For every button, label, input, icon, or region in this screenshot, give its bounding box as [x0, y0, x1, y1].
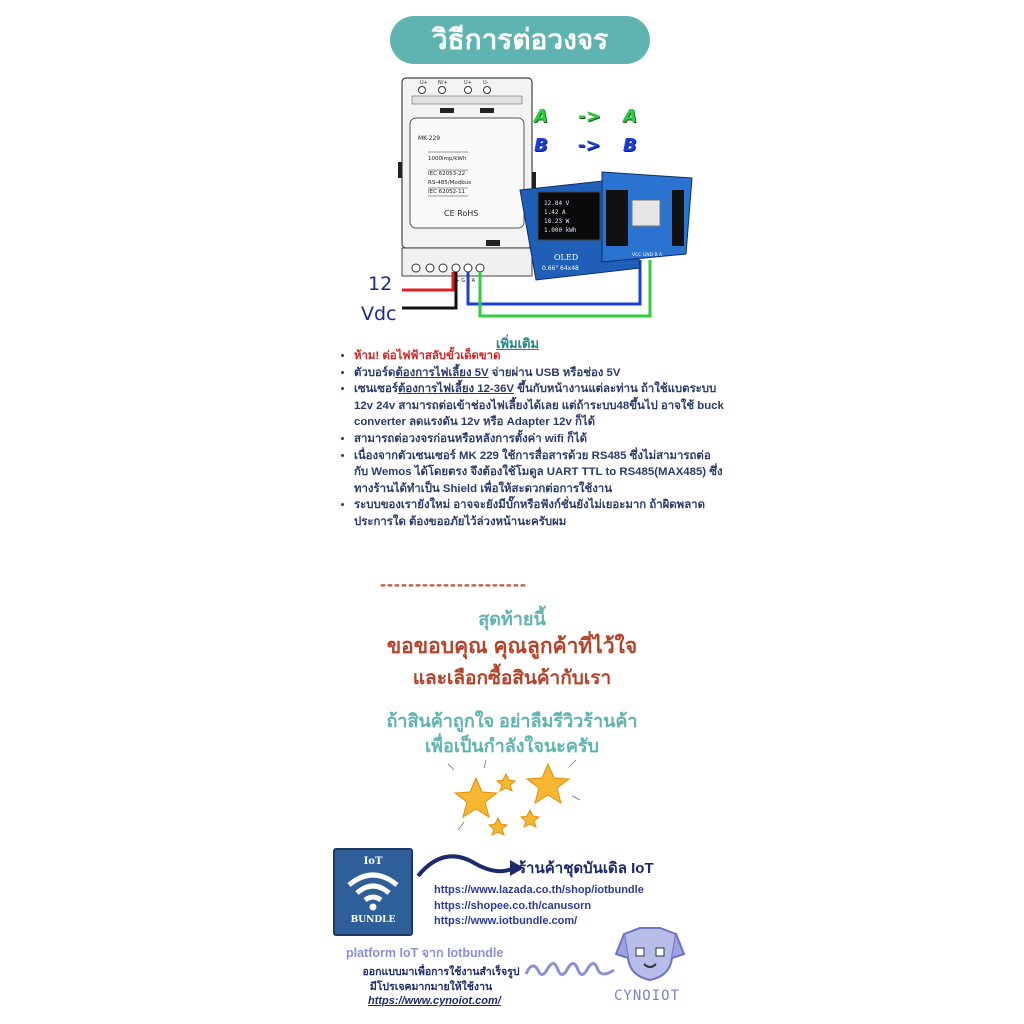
meter-top-terminal-1: U+	[420, 80, 428, 86]
star-icon	[455, 778, 497, 817]
oled-line-4: 1.000 kWh	[544, 227, 577, 234]
note-text: ระบบของเรายังใหม่ อาจจะยังมีบั๊กหรือฟังก์ชั่นยังไม่เยอะมาก ถ้าผิดพลาดประการใด ต้องขออภัยไว้ล่วงหน้านะครับผม	[354, 499, 705, 528]
platform-line-2: ออกแบบมาเพื่อการใช้งานสำเร็จรูป	[362, 966, 520, 978]
voltage-unit: Vdc	[361, 303, 397, 325]
oled-label: OLED	[554, 253, 579, 262]
energy-meter	[398, 78, 536, 276]
note-text: เนื่องจากตัวเซนเซอร์ MK 229 ใช้การสื่อสารด้วย RS485 ซึ่งไม่สามารถต่อกับ Wemos ได้โดยตรง จึงต้องใช้โมดูล UART TTL to RS485(MAX485) ซึ่งทางร้านได้ทำเป็น Shield เพื่อให้สะดวกต่อการใช้งาน	[354, 449, 723, 495]
meter-ce-mark: CE RoHS	[444, 209, 479, 218]
oled-line-3: 18.23 W	[544, 218, 570, 225]
mapping-a-from: A	[534, 106, 548, 127]
page-title: วิธีการต่อวงจร	[390, 16, 650, 64]
oled-line-1: 12.84 V	[544, 200, 570, 207]
note-text: ขึ้นกับหน้างานแต่ละท่าน ถ้าใช้แบตระบบ 12v 24v สามารถต่อเข้าช่องไฟเลี้ยงได้เลย แต่ถ้าระบบ48ขึ้นไป อาจใช้ buck converter ลดแรงดัน 12v หรือ Adapter 12v ก็ได้	[354, 383, 724, 429]
mapping-a	[534, 106, 637, 127]
notes-list	[338, 348, 724, 531]
meter-top-terminal-2: N/+	[438, 80, 448, 86]
note-text: ห้าม! ต่อไฟฟ้าสลับขั้วเด็ดขาด	[354, 350, 501, 362]
note-text: จ่ายผ่าน USB หรือช่อง 5V	[488, 366, 621, 379]
wifi-icon	[335, 867, 411, 911]
note-item	[354, 381, 724, 431]
note-item	[354, 365, 724, 382]
note-item	[354, 348, 724, 365]
star-icon	[497, 774, 515, 791]
cynoiot-link[interactable]: https://www.cynoiot.com/	[368, 995, 501, 1007]
meter-bottom-labels: V+ G B A	[452, 278, 476, 284]
shop-link-lazada[interactable]: https://www.lazada.co.th/shop/iotbundle	[434, 884, 644, 896]
platform-line-3: มีโปรเจคมากมายให้ใช้งาน	[369, 981, 493, 993]
voltage-value: 12	[368, 273, 393, 295]
thanks-line-4: ถ้าสินค้าถูกใจ อย่าลืมรีวิวร้านค้า	[386, 711, 638, 731]
note-text: ต้องการไฟเลี้ยง 12-36V	[398, 383, 515, 396]
notes-heading: เพิ่มเติม	[496, 336, 540, 351]
shop-link-shopee[interactable]: https://shopee.co.th/canusorn	[434, 899, 592, 912]
mapping-a-arrow: ->	[578, 106, 601, 127]
mapping-b	[534, 135, 637, 156]
mapping-a-to: A	[623, 106, 637, 127]
shop-link-website[interactable]: https://www.iotbundle.com/	[434, 915, 578, 927]
mapping-b-to: B	[622, 135, 637, 156]
star-icon	[521, 810, 539, 827]
oled-line-2: 1.42 A	[544, 209, 566, 216]
iot-bundle-logo	[333, 848, 413, 936]
logo-bottom-text: BUNDLE	[350, 915, 396, 925]
stars-decoration	[444, 760, 584, 840]
meter-line-4: IEC 62052-11	[428, 189, 466, 195]
meter-model: MK-229	[418, 135, 441, 142]
wemos-board	[520, 172, 692, 280]
note-text: ตัวบอร์ด	[354, 366, 396, 379]
meter-top-terminal-4: U-	[483, 80, 489, 86]
meter-top-terminal-3: U+	[464, 80, 472, 86]
note-text: ต้องการไฟเลี้ยง 5V	[395, 366, 489, 379]
cynoiot-dog-icon	[612, 924, 688, 986]
note-item	[354, 497, 724, 530]
thanks-line-1: สุดท้ายนี้	[478, 609, 546, 629]
meter-line-3: RS-485/Modbus	[428, 180, 472, 186]
note-text: สามารถต่อวงจรก่อนหรือหลังการตั้งค่า wifi ก็ได้	[354, 432, 588, 445]
shop-links	[434, 883, 644, 930]
mapping-b-arrow: ->	[578, 135, 601, 156]
meter-line-2: IEC 62053-22	[428, 171, 466, 177]
divider: ---------------------	[380, 574, 527, 594]
wiring-diagram	[340, 72, 720, 330]
thanks-line-3: และเลือกซื้อสินค้ากับเรา	[412, 668, 612, 689]
star-icon	[489, 818, 507, 835]
arrow-icon	[414, 846, 526, 882]
star-icon	[527, 764, 569, 803]
thanks-line-2: ขอขอบคุณ คุณลูกค้าที่ไว้ใจ	[386, 635, 638, 658]
note-item	[354, 431, 724, 448]
note-text: เซนเซอร์	[354, 383, 398, 396]
logo-top-text: IoT	[363, 856, 383, 867]
squiggle-decoration	[522, 956, 618, 984]
mapping-b-from: B	[534, 135, 548, 156]
note-item	[354, 448, 724, 498]
shield-pin-labels: VCC GND B A	[632, 253, 663, 258]
meter-line-1: 1000imp/kWh	[428, 156, 467, 162]
shop-title: ร้านค้าชุดบันเดิล IoT	[518, 860, 654, 877]
platform-title: platform IoT จาก Iotbundle	[346, 946, 504, 960]
oled-sub-label: 0.66" 64x48	[542, 265, 579, 272]
thanks-line-5: เพื่อเป็นกำลังใจนะครับ	[425, 736, 599, 756]
cynoiot-brand: CYNOIOT	[614, 988, 681, 1004]
